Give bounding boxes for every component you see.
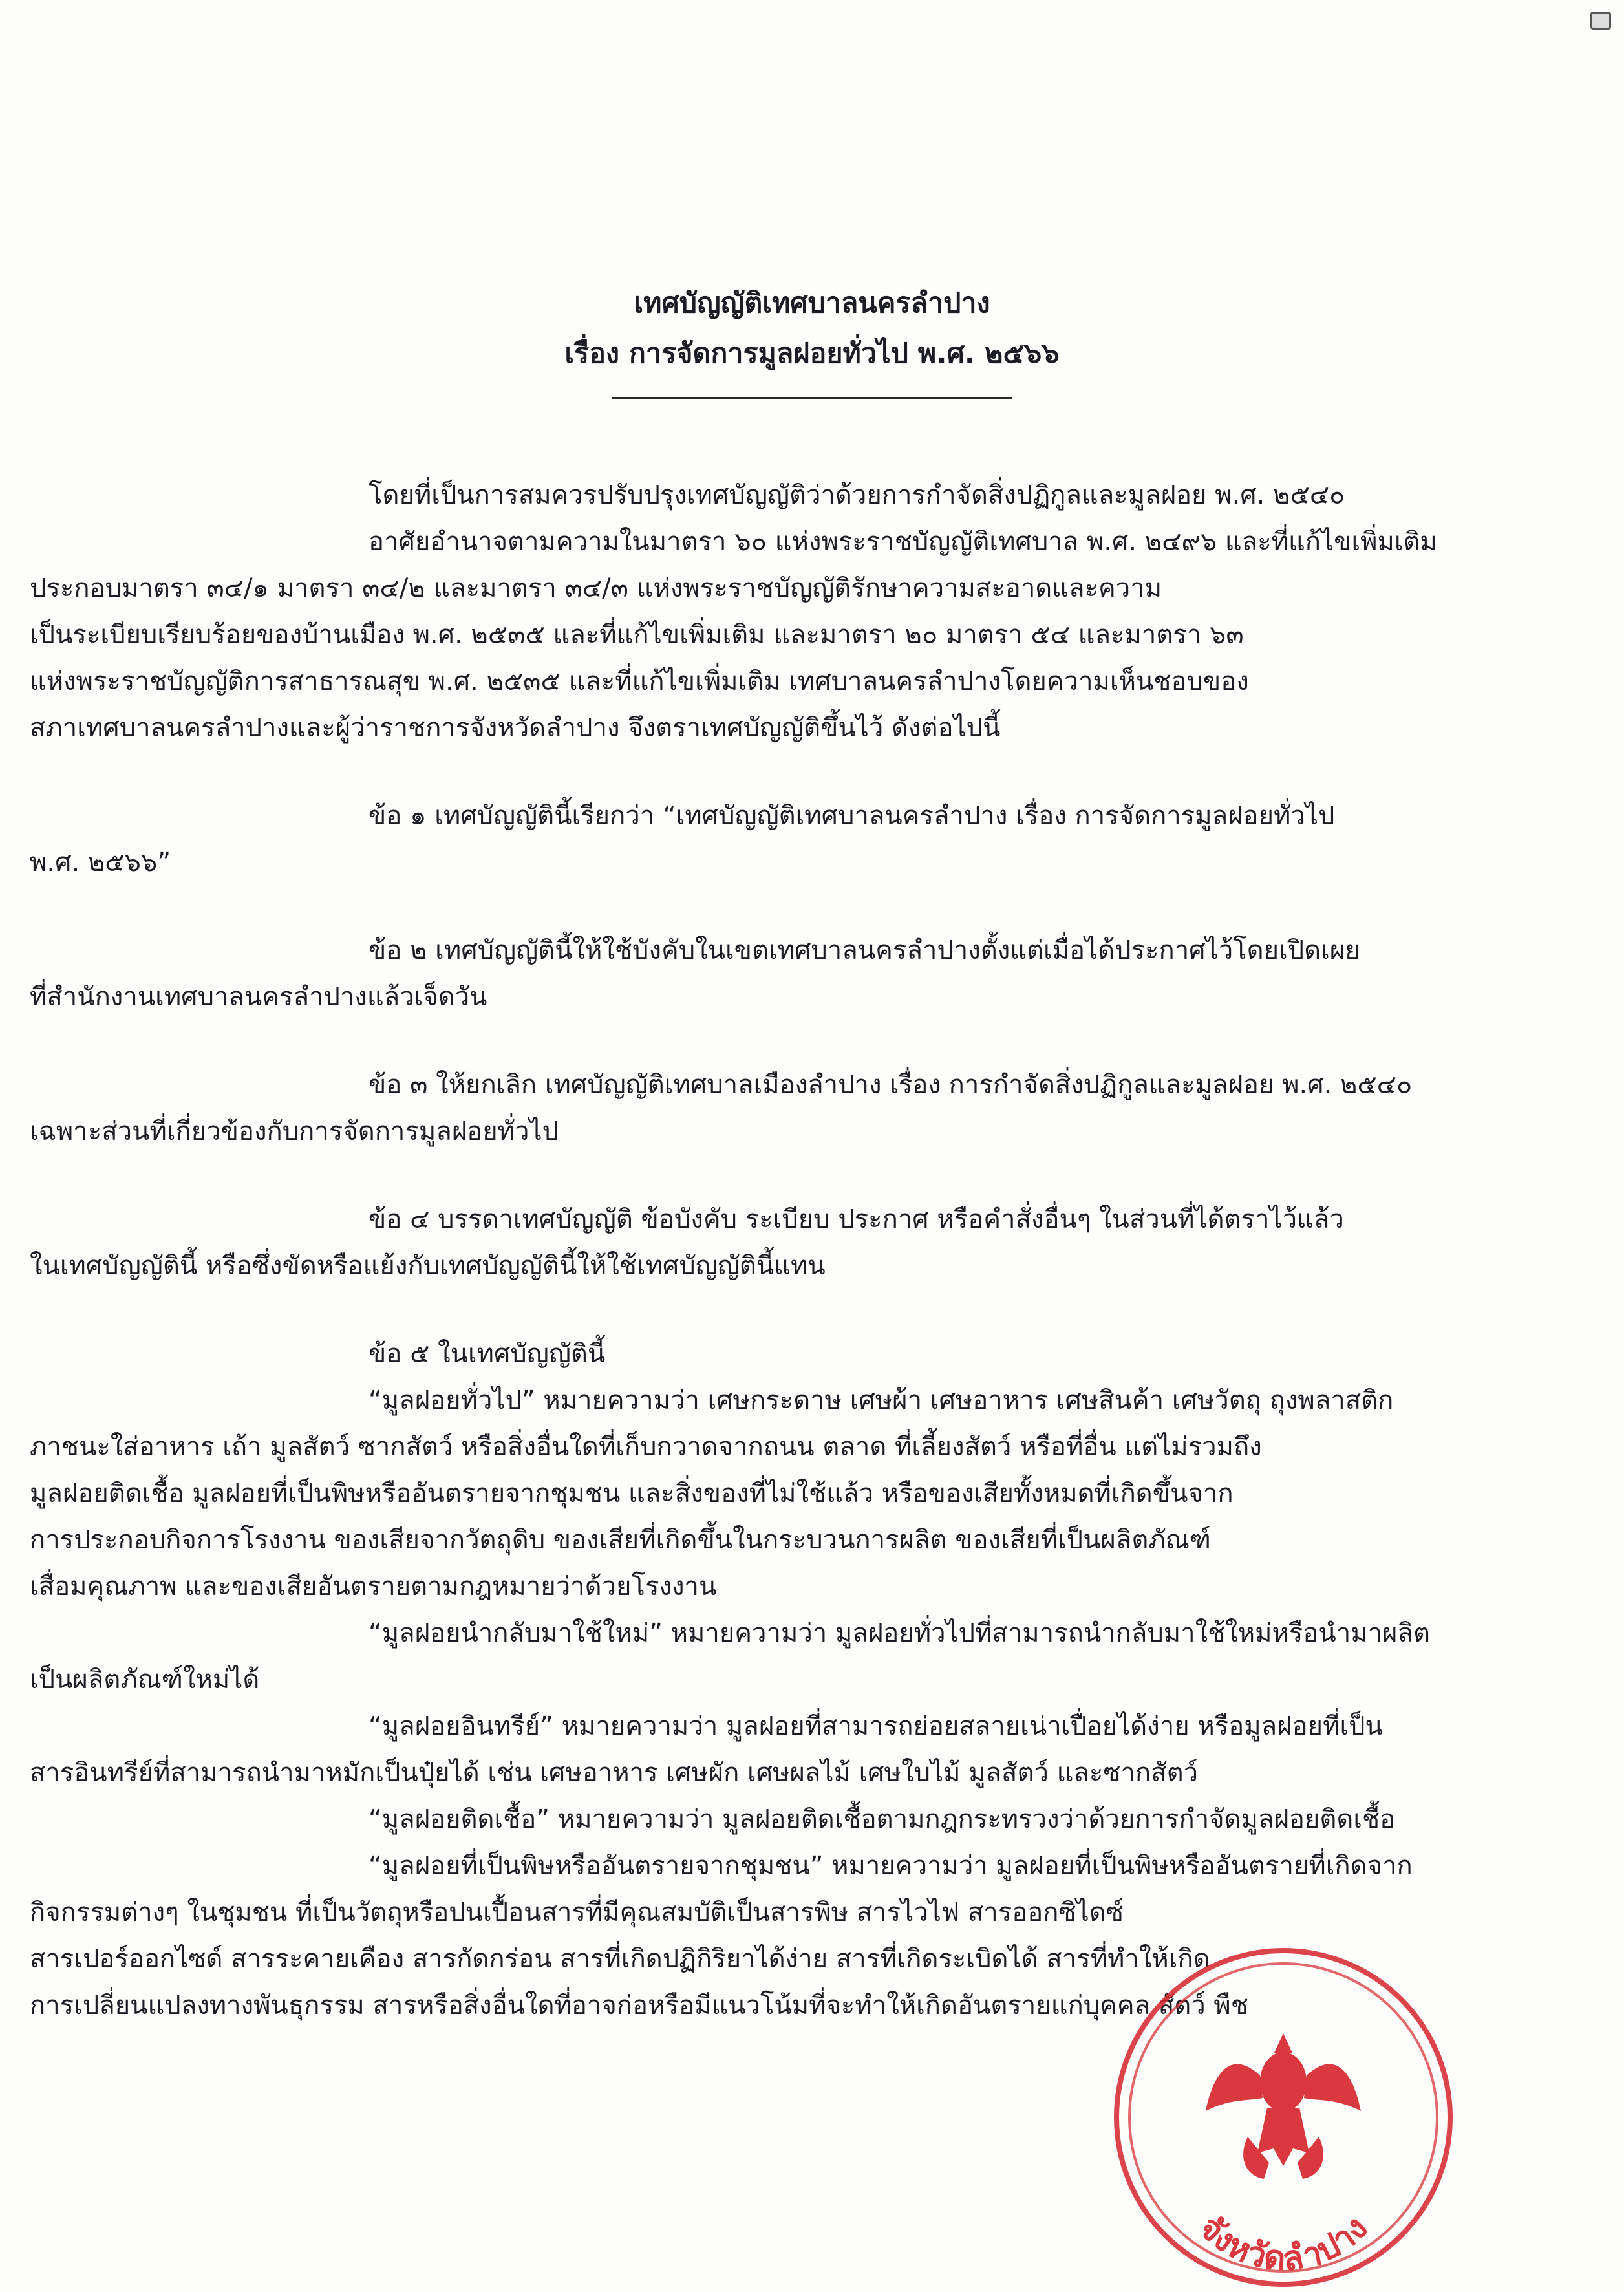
preamble-line: ประกอบมาตรา ๓๔/๑ มาตรา ๓๔/๒ และมาตรา ๓๔/๓ แห่งพระราชบัญญัติรักษาความสะอาดและความ — [30, 573, 1162, 603]
definition-line: “มูลฝอยทั่วไป” หมายความว่า เศษกระดาษ เศษผ้า เศษอาหาร เศษสินค้า เศษวัตถุ ถุงพลาสติก — [369, 1386, 1394, 1415]
preamble-line: อาศัยอำนาจตามความในมาตรา ๖๐ แห่งพระราชบัญญัติเทศบาล พ.ศ. ๒๔๙๖ และที่แก้ไขเพิ่มเติม — [369, 527, 1437, 557]
definition-line: “มูลฝอยอินทรีย์” หมายความว่า มูลฝอยที่สามารถย่อยสลายเน่าเปื่อยได้ง่าย หรือมูลฝอยที่เป็น — [369, 1711, 1383, 1741]
title-underline — [612, 397, 1012, 399]
clause-line: ที่สำนักงานเทศบาลนครลำปางแล้วเจ็ดวัน — [30, 982, 487, 1012]
clause-3 — [30, 1062, 1453, 1155]
preamble-line: แห่งพระราชบัญญัติการสาธารณสุข พ.ศ. ๒๕๓๕ และที่แก้ไขเพิ่มเติม เทศบาลนครลำปางโดยความเห็นชอบของ — [30, 667, 1249, 696]
official-seal-stamp — [1109, 1943, 1458, 2292]
definition-line: เป็นผลิตภัณฑ์ใหม่ได้ — [30, 1665, 260, 1695]
clause-line: ข้อ ๒ เทศบัญญัตินี้ให้ใช้บังคับในเขตเทศบาลนครลำปางตั้งแต่เมื่อได้ประกาศไว้โดยเปิดเผย — [369, 936, 1360, 965]
definition-general-waste — [30, 1377, 1453, 1610]
clause-line: ในเทศบัญญัตินี้ หรือซึ่งขัดหรือแย้งกับเทศบัญญัตินี้ให้ใช้เทศบัญญัตินี้แทน — [30, 1251, 826, 1281]
definition-line: ภาชนะใส่อาหาร เถ้า มูลสัตว์ ซากสัตว์ หรือสิ่งอื่นใดที่เก็บกวาดจากถนน ตลาด ที่เลี้ยงสัตว์ หรือที่อื่น แต่ไม่รวมถึง — [30, 1432, 1262, 1462]
seal-text: จังหวัดลำปาง — [1191, 2208, 1376, 2280]
preamble-paragraph-2 — [30, 519, 1453, 751]
definition-line: เสื่อมคุณภาพ และของเสียอันตรายตามกฎหมายว่าด้วยโรงงาน — [30, 1572, 717, 1601]
clause-line: ข้อ ๔ บรรดาเทศบัญญัติ ข้อบังคับ ระเบียบ ประกาศ หรือคำสั่งอื่นๆ ในส่วนที่ได้ตราไว้แล้ว — [369, 1205, 1344, 1234]
clause-1 — [30, 793, 1453, 886]
clause-4 — [30, 1196, 1453, 1289]
document-header — [0, 278, 1624, 399]
clause-line: ข้อ ๑ เทศบัญญัตินี้เรียกว่า “เทศบัญญัติเทศบาลนครลำปาง เรื่อง การจัดการมูลฝอยทั่วไป — [369, 801, 1335, 831]
definition-organic — [30, 1703, 1453, 1796]
clause-2 — [30, 927, 1453, 1020]
definition-line: กิจกรรมต่างๆ ในชุมชน ที่เป็นวัตถุหรือปนเปื้อนสารที่มีคุณสมบัติเป็นสารพิษ สารไวไฟ สารออกซิไดซ์ — [30, 1898, 1124, 1927]
definition-line: “มูลฝอยติดเชื้อ” หมายความว่า มูลฝอยติดเชื้อตามกฎกระทรวงว่าด้วยการกำจัดมูลฝอยติดเชื้อ — [369, 1805, 1396, 1834]
definition-line: การประกอบกิจการโรงงาน ของเสียจากวัตถุดิบ ของเสียที่เกิดขึ้นในกระบวนการผลิต ของเสียที่เป็นผลิตภัณฑ์ — [30, 1525, 1212, 1555]
document-subtitle: เรื่อง การจัดการมูลฝอยทั่วไป พ.ศ. ๒๕๖๖ — [564, 337, 1060, 370]
definition-recyclable — [30, 1610, 1453, 1703]
preamble-line: สภาเทศบาลนครลำปางและผู้ว่าราชการจังหวัดลำปาง จึงตราเทศบัญญัติขึ้นไว้ ดังต่อไปนี้ — [30, 713, 1001, 743]
definition-line: “มูลฝอยที่เป็นพิษหรืออันตรายจากชุมชน” หมายความว่า มูลฝอยที่เป็นพิษหรืออันตรายที่เกิดจาก — [369, 1851, 1413, 1881]
definition-infectious — [199, 1796, 1453, 1843]
definition-line: “มูลฝอยนำกลับมาใช้ใหม่” หมายความว่า มูลฝอยทั่วไปที่สามารถนำกลับมาใช้ใหม่หรือนำมาผลิต — [369, 1618, 1430, 1648]
definition-line: การเปลี่ยนแปลงทางพันธุกรรม สารหรือสิ่งอื่นใดที่อาจก่อหรือมีแนวโน้มที่จะทำให้เกิดอันตรายแก่บุคคล สัตว์ พืช — [30, 1991, 1248, 2020]
clause-5-intro: ข้อ ๕ ในเทศบัญญัตินี้ — [369, 1339, 606, 1369]
definition-line: สารอินทรีย์ที่สามารถนำมาหมักเป็นปุ๋ยได้ เช่น เศษอาหาร เศษผัก เศษผลไม้ เศษใบไม้ มูลสัตว์ และซากสัตว์ — [30, 1758, 1199, 1788]
scan-corner-mark — [1590, 12, 1611, 30]
clause-line: ข้อ ๓ ให้ยกเลิก เทศบัญญัติเทศบาลเมืองลำปาง เรื่อง การกำจัดสิ่งปฏิกูลและมูลฝอย พ.ศ. ๒๕๔๐ — [369, 1070, 1413, 1100]
document-body — [30, 472, 1453, 2029]
garuda-emblem-icon — [1206, 2033, 1361, 2179]
clause-line: พ.ศ. ๒๕๖๖” — [30, 848, 171, 877]
preamble-line: เป็นระเบียบเรียบร้อยของบ้านเมือง พ.ศ. ๒๕๓๕ และที่แก้ไขเพิ่มเติม และมาตรา ๒๐ มาตรา ๕๔ และมาตรา ๖๓ — [30, 620, 1244, 650]
clause-line: เฉพาะส่วนที่เกี่ยวข้องกับการจัดการมูลฝอยทั่วไป — [30, 1117, 559, 1146]
preamble-line-1: โดยที่เป็นการสมควรปรับปรุงเทศบัญญัติว่าด้วยการกำจัดสิ่งปฏิกูลและมูลฝอย พ.ศ. ๒๕๔๐ — [369, 480, 1345, 510]
document-title: เทศบัญญัติเทศบาลนครลำปาง — [634, 287, 990, 319]
definition-line: มูลฝอยติดเชื้อ มูลฝอยที่เป็นพิษหรืออันตรายจากชุมชน และสิ่งของที่ไม่ใช้แล้ว หรือของเสียทั้งหมดที่เกิดขึ้นจาก — [30, 1479, 1234, 1508]
definition-line: สารเปอร์ออกไซด์ สารระคายเคือง สารกัดกร่อน สารที่เกิดปฏิกิริยาได้ง่าย สารที่เกิดระเบิดได้ สารที่ทำให้เกิด — [30, 1944, 1210, 1974]
